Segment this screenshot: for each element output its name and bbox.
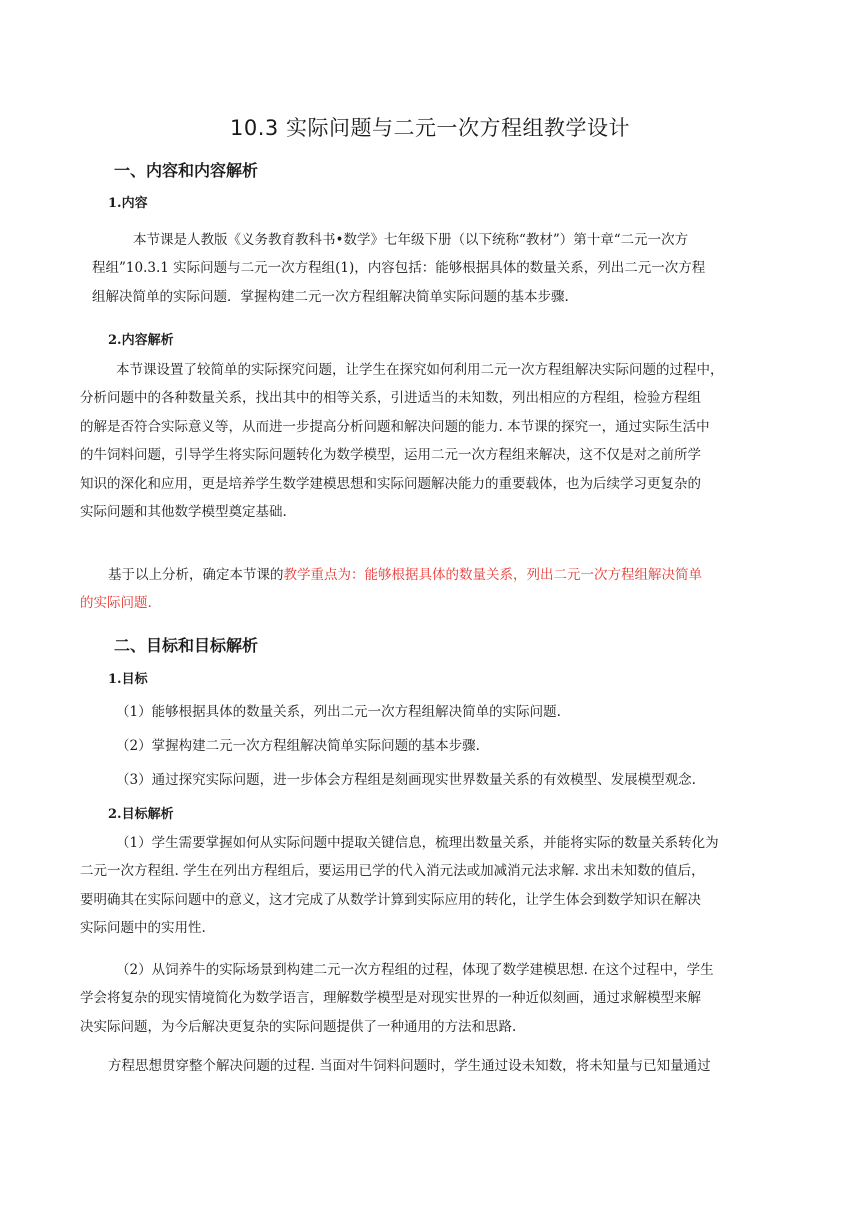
text-line: （2）从饲养牛的实际场景到构建二元一次方程组的过程，体现了数学建模思想. 在这个过程中，学生 [116, 962, 714, 978]
text-line: 分析问题中的各种数量关系，找出其中的相等关系，引进适当的未知数，列出相应的方程组，检验方程组 [80, 390, 701, 407]
text-line: 实际问题中的实用性. [80, 920, 206, 937]
goal-analysis-paragraph-3 [80, 1052, 792, 1080]
text-line: （1）学生需要掌握如何从实际问题中提取关键信息，梳理出数量关系，并能将实际的数量关系转化为 [116, 835, 719, 851]
goal-analysis-paragraph-1 [80, 829, 792, 943]
text-line: 要明确其在实际问题中的意义，这才完成了从数学计算到实际应用的转化，让学生体会到数学知识在解决 [80, 891, 701, 908]
text-line: 决实际问题，为今后解决更复杂的实际问题提供了一种通用的方法和思路. [80, 1018, 517, 1035]
document-title: 10.3 实际问题与二元一次方程组教学设计 [230, 116, 630, 140]
section-heading-goals: 二、目标和目标解析 [114, 636, 259, 655]
subheading-content: 1.内容 [108, 196, 148, 211]
text-line: 实际问题和其他数学模型奠定基础. [80, 504, 287, 521]
text-line: 组解决简单的实际问题．掌握构建二元一次方程组解决简单实际问题的基本步骤. [92, 288, 569, 305]
goal-item: （2）掌握构建二元一次方程组解决简单实际问题的基本步骤. [116, 738, 480, 754]
goal-analysis-paragraph-2 [80, 956, 792, 1041]
goal-item: （3）通过探究实际问题，进一步体会方程组是刻画现实世界数量关系的有效模型、发展模型观念. [116, 772, 696, 788]
subheading-content-analysis: 2.内容解析 [108, 333, 174, 348]
content-analysis-paragraph [80, 356, 792, 526]
text-line: 二元一次方程组. 学生在列出方程组后，要运用已学的代入消元法或加减消元法求解. 求出未知数的值后， [80, 863, 705, 880]
subheading-goal-analysis: 2.目标解析 [108, 807, 174, 822]
content-paragraph [92, 226, 792, 311]
text-line: 方程思想贯穿整个解决问题的过程. 当面对牛饲料问题时，学生通过设未知数，将未知量与已知量通过 [108, 1058, 711, 1074]
teaching-focus-paragraph [80, 561, 792, 618]
focus-highlight: 教学重点为：能够根据具体的数量关系，列出二元一次方程组解决简单 [283, 567, 702, 583]
text-line: 的牛饲料问题，引导学生将实际问题转化为数学模型，运用二元一次方程组来解决，这不仅是对之前所学 [80, 447, 701, 464]
text-line: 学会将复杂的现实情境简化为数学语言，理解数学模型是对现实世界的一种近似刻画，通过求解模型来解 [80, 990, 701, 1007]
text-line: 的解是否符合实际意义等，从而进一步提高分析问题和解决问题的能力. 本节课的探究一，通过实际生活中 [80, 418, 710, 435]
text-line: 本节课设置了较简单的实际探究问题，让学生在探究如何利用二元一次方程组解决实际问题的过程中， [116, 362, 724, 378]
section-heading-content: 一、内容和内容解析 [114, 161, 259, 180]
subheading-goals: 1.目标 [108, 672, 148, 687]
goal-item: （1）能够根据具体的数量关系，列出二元一次方程组解决简单的实际问题. [116, 704, 561, 720]
text-line: 知识的深化和应用，更是培养学生数学建模思想和实际问题解决能力的重要载体，也为后续学习更复杂的 [80, 475, 701, 492]
focus-highlight-continued: 的实际问题. [80, 595, 152, 612]
text-line: 本节课是人教版《义务教育教科书•数学》七年级下册（以下统称“教材”）第十章“二元一次方 [133, 232, 689, 248]
focus-prefix: 基于以上分析，确定本节课的 [108, 567, 284, 583]
text-line: 程组”10.3.1 实际问题与二元一次方程组(1)，内容包括：能够根据具体的数量关系，列出二元一次方程 [92, 260, 706, 277]
